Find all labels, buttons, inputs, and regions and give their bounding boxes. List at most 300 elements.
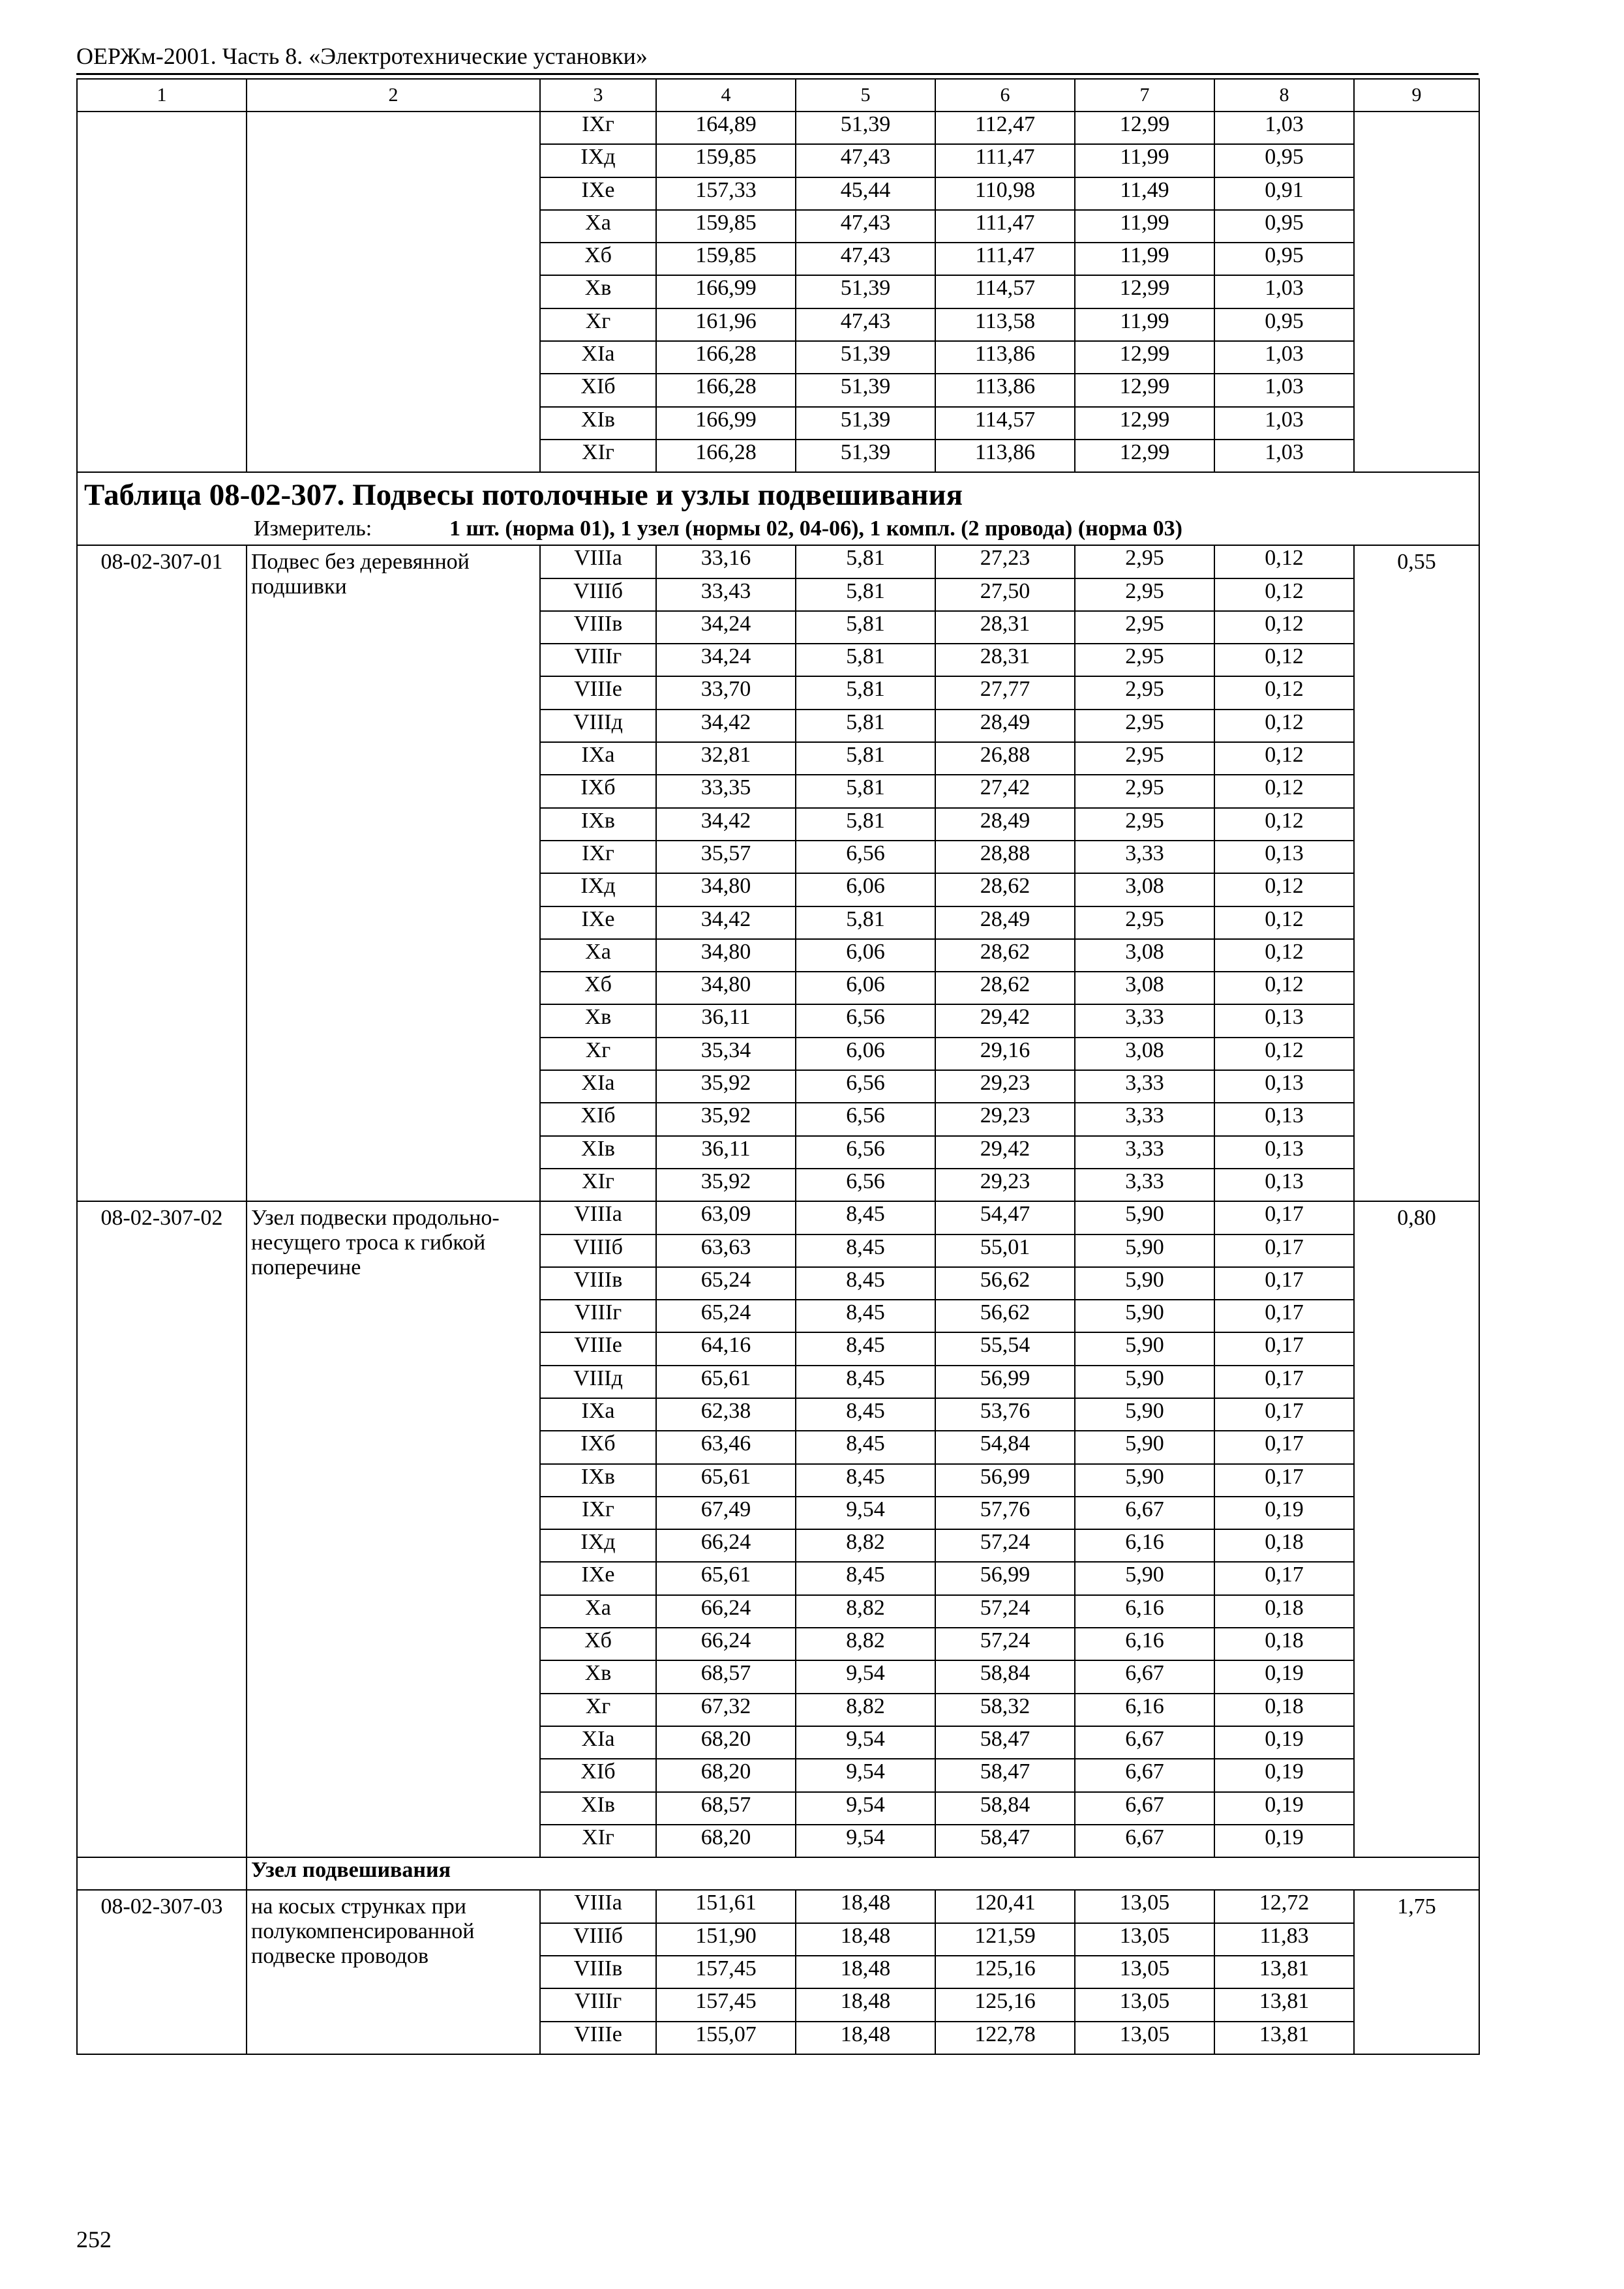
value-cell: 51,39 (796, 407, 935, 440)
value-cell: 6,56 (796, 1169, 935, 1201)
value-cell: 0,12 (1214, 545, 1354, 578)
value-cell: 0,19 (1214, 1497, 1354, 1529)
zone-cell: VIIIв (540, 1956, 656, 1988)
value-cell: 3,33 (1075, 1004, 1214, 1037)
value-cell: 8,45 (796, 1398, 935, 1431)
value-cell: 113,86 (935, 440, 1075, 472)
value-cell: 8,45 (796, 1562, 935, 1594)
table-title-row (77, 472, 1479, 513)
value-cell: 0,12 (1214, 939, 1354, 972)
value-cell: 57,24 (935, 1628, 1075, 1660)
value-cell: 6,06 (796, 1038, 935, 1070)
value-cell: 27,50 (935, 578, 1075, 611)
value-cell: 5,81 (796, 644, 935, 676)
value-cell: 33,43 (656, 578, 796, 611)
table-row (77, 545, 1479, 578)
value-cell: 11,99 (1075, 308, 1214, 341)
value-cell: 0,12 (1214, 578, 1354, 611)
zone-cell: XIв (540, 407, 656, 440)
value-cell: 68,20 (656, 1759, 796, 1791)
value-cell: 0,12 (1214, 775, 1354, 807)
value-cell: 5,81 (796, 676, 935, 709)
value-cell: 51,39 (796, 341, 935, 374)
value-cell: 0,95 (1214, 308, 1354, 341)
value-cell: 6,67 (1075, 1825, 1214, 1857)
zone-cell: XIа (540, 1726, 656, 1759)
norm-col9: 0,55 (1354, 545, 1479, 1201)
value-cell: 66,24 (656, 1529, 796, 1562)
value-cell: 6,06 (796, 873, 935, 906)
value-cell: 8,82 (796, 1628, 935, 1660)
value-cell: 0,13 (1214, 1103, 1354, 1135)
value-cell: 13,81 (1214, 1988, 1354, 2021)
norm-col9: 1,75 (1354, 1890, 1479, 2054)
zone-cell: XIб (540, 1759, 656, 1791)
value-cell: 27,23 (935, 545, 1075, 578)
value-cell: 0,12 (1214, 972, 1354, 1004)
value-cell: 65,61 (656, 1464, 796, 1497)
value-cell: 57,24 (935, 1595, 1075, 1628)
value-cell: 6,16 (1075, 1694, 1214, 1726)
value-cell: 35,92 (656, 1103, 796, 1135)
zone-cell: VIIIг (540, 1300, 656, 1332)
value-cell: 8,45 (796, 1234, 935, 1267)
value-cell: 2,95 (1075, 906, 1214, 939)
value-cell: 6,67 (1075, 1726, 1214, 1759)
value-cell: 9,54 (796, 1660, 935, 1693)
value-cell: 9,54 (796, 1726, 935, 1759)
value-cell: 0,13 (1214, 1136, 1354, 1169)
value-cell: 5,81 (796, 742, 935, 775)
value-cell: 0,95 (1214, 144, 1354, 177)
value-cell: 0,95 (1214, 243, 1354, 275)
zone-cell: VIIIе (540, 2022, 656, 2054)
value-cell: 12,99 (1075, 440, 1214, 472)
value-cell: 54,47 (935, 1201, 1075, 1234)
value-cell: 0,17 (1214, 1464, 1354, 1497)
value-cell: 8,45 (796, 1366, 935, 1398)
value-cell: 56,99 (935, 1562, 1075, 1594)
value-cell: 114,57 (935, 407, 1075, 440)
value-cell: 155,07 (656, 2022, 796, 2054)
value-cell: 6,67 (1075, 1792, 1214, 1825)
value-cell: 3,08 (1075, 1038, 1214, 1070)
value-cell: 13,05 (1075, 2022, 1214, 2054)
zone-cell: VIIIд (540, 710, 656, 742)
value-cell: 18,48 (796, 1923, 935, 1956)
value-cell: 5,90 (1075, 1332, 1214, 1365)
value-cell: 0,19 (1214, 1726, 1354, 1759)
value-cell: 0,18 (1214, 1529, 1354, 1562)
value-cell: 28,49 (935, 710, 1075, 742)
value-cell: 121,59 (935, 1923, 1075, 1956)
value-cell: 0,12 (1214, 676, 1354, 709)
zone-cell: VIIIд (540, 1366, 656, 1398)
norms-table (76, 78, 1480, 2055)
value-cell: 113,58 (935, 308, 1075, 341)
value-cell: 18,48 (796, 1956, 935, 1988)
value-cell: 18,48 (796, 1988, 935, 2021)
value-cell: 5,90 (1075, 1398, 1214, 1431)
value-cell: 8,45 (796, 1431, 935, 1463)
value-cell: 5,90 (1075, 1562, 1214, 1594)
value-cell: 3,08 (1075, 972, 1214, 1004)
value-cell: 3,33 (1075, 1169, 1214, 1201)
zone-cell: IXв (540, 808, 656, 841)
zone-cell: Xв (540, 275, 656, 308)
norm-code: 08-02-307-03 (77, 1890, 247, 2054)
value-cell: 2,95 (1075, 775, 1214, 807)
value-cell: 18,48 (796, 2022, 935, 2054)
value-cell: 0,17 (1214, 1562, 1354, 1594)
value-cell: 47,43 (796, 210, 935, 243)
code-cell (77, 112, 247, 472)
norm-col9: 0,80 (1354, 1201, 1479, 1857)
table-row (77, 112, 1479, 144)
value-cell: 65,24 (656, 1267, 796, 1300)
value-cell: 8,82 (796, 1694, 935, 1726)
value-cell: 6,67 (1075, 1497, 1214, 1529)
value-cell: 29,23 (935, 1103, 1075, 1135)
value-cell: 5,81 (796, 710, 935, 742)
zone-cell: Xг (540, 1694, 656, 1726)
value-cell: 11,83 (1214, 1923, 1354, 1956)
value-cell: 28,62 (935, 939, 1075, 972)
zone-cell: IXб (540, 1431, 656, 1463)
zone-cell: XIа (540, 341, 656, 374)
value-cell: 166,99 (656, 275, 796, 308)
zone-cell: IXе (540, 1562, 656, 1594)
value-cell: 122,78 (935, 2022, 1075, 2054)
value-cell: 8,45 (796, 1332, 935, 1365)
value-cell: 0,19 (1214, 1660, 1354, 1693)
value-cell: 29,23 (935, 1169, 1075, 1201)
value-cell: 0,13 (1214, 841, 1354, 873)
value-cell: 3,33 (1075, 1103, 1214, 1135)
value-cell: 3,33 (1075, 841, 1214, 873)
value-cell: 6,56 (796, 1070, 935, 1103)
zone-cell: IXа (540, 742, 656, 775)
zone-cell: VIIIв (540, 1267, 656, 1300)
column-number: 2 (247, 79, 540, 112)
value-cell: 12,99 (1075, 112, 1214, 144)
value-cell: 68,20 (656, 1726, 796, 1759)
value-cell: 0,12 (1214, 710, 1354, 742)
value-cell: 13,05 (1075, 1988, 1214, 2021)
norm-code: 08-02-307-02 (77, 1201, 247, 1857)
zone-cell: XIб (540, 374, 656, 406)
empty-cell (77, 1857, 247, 1890)
value-cell: 64,16 (656, 1332, 796, 1365)
zone-cell: XIв (540, 1792, 656, 1825)
value-cell: 0,12 (1214, 808, 1354, 841)
value-cell: 28,62 (935, 873, 1075, 906)
value-cell: 9,54 (796, 1792, 935, 1825)
value-cell: 0,17 (1214, 1201, 1354, 1234)
value-cell: 5,90 (1075, 1366, 1214, 1398)
value-cell: 5,90 (1075, 1234, 1214, 1267)
value-cell: 56,99 (935, 1366, 1075, 1398)
value-cell: 6,56 (796, 841, 935, 873)
value-cell: 13,81 (1214, 1956, 1354, 1988)
norm-code: 08-02-307-01 (77, 545, 247, 1201)
value-cell: 11,49 (1075, 177, 1214, 210)
zone-cell: Xб (540, 1628, 656, 1660)
value-cell: 58,47 (935, 1825, 1075, 1857)
value-cell: 113,86 (935, 341, 1075, 374)
value-cell: 1,03 (1214, 112, 1354, 144)
value-cell: 18,48 (796, 1890, 935, 1922)
column-number: 4 (656, 79, 796, 112)
value-cell: 0,12 (1214, 611, 1354, 644)
zone-cell: VIIIе (540, 676, 656, 709)
value-cell: 157,45 (656, 1956, 796, 1988)
value-cell: 151,90 (656, 1923, 796, 1956)
value-cell: 63,46 (656, 1431, 796, 1463)
zone-cell: XIа (540, 1070, 656, 1103)
value-cell: 27,42 (935, 775, 1075, 807)
measure-label: Измеритель: (254, 516, 372, 541)
value-cell: 159,85 (656, 243, 796, 275)
value-cell: 6,06 (796, 939, 935, 972)
value-cell: 5,81 (796, 578, 935, 611)
value-cell: 161,96 (656, 308, 796, 341)
value-cell: 0,17 (1214, 1398, 1354, 1431)
zone-cell: XIг (540, 440, 656, 472)
value-cell: 34,80 (656, 972, 796, 1004)
value-cell: 56,99 (935, 1464, 1075, 1497)
value-cell: 0,18 (1214, 1595, 1354, 1628)
zone-cell: IXд (540, 144, 656, 177)
subsection-row (77, 1857, 1479, 1890)
norm-name: Узел подвески продольно-несущего троса к гибкой поперечине (247, 1201, 540, 1857)
zone-cell: Xб (540, 243, 656, 275)
value-cell: 2,95 (1075, 644, 1214, 676)
value-cell: 0,12 (1214, 644, 1354, 676)
value-cell: 0,13 (1214, 1004, 1354, 1037)
zone-cell: IXг (540, 112, 656, 144)
column-number: 7 (1075, 79, 1214, 112)
value-cell: 53,76 (935, 1398, 1075, 1431)
value-cell: 5,90 (1075, 1267, 1214, 1300)
value-cell: 2,95 (1075, 578, 1214, 611)
value-cell: 1,03 (1214, 440, 1354, 472)
value-cell: 13,81 (1214, 2022, 1354, 2054)
value-cell: 6,67 (1075, 1759, 1214, 1791)
value-cell: 6,56 (796, 1103, 935, 1135)
value-cell: 8,45 (796, 1464, 935, 1497)
value-cell: 26,88 (935, 742, 1075, 775)
value-cell: 1,03 (1214, 407, 1354, 440)
zone-cell: VIIIа (540, 1201, 656, 1234)
value-cell: 12,99 (1075, 341, 1214, 374)
table-row (77, 1890, 1479, 1922)
value-cell: 29,23 (935, 1070, 1075, 1103)
zone-cell: XIб (540, 1103, 656, 1135)
value-cell: 125,16 (935, 1988, 1075, 2021)
value-cell: 0,91 (1214, 177, 1354, 210)
page-number: 252 (76, 2226, 112, 2252)
value-cell: 29,42 (935, 1004, 1075, 1037)
value-cell: 35,92 (656, 1070, 796, 1103)
value-cell: 166,28 (656, 440, 796, 472)
value-cell: 6,56 (796, 1136, 935, 1169)
value-cell: 0,18 (1214, 1694, 1354, 1726)
value-cell: 12,99 (1075, 275, 1214, 308)
value-cell: 28,31 (935, 611, 1075, 644)
column-number: 6 (935, 79, 1075, 112)
value-cell: 112,47 (935, 112, 1075, 144)
value-cell: 1,03 (1214, 374, 1354, 406)
value-cell: 0,19 (1214, 1792, 1354, 1825)
value-cell: 8,45 (796, 1201, 935, 1234)
value-cell: 58,84 (935, 1660, 1075, 1693)
value-cell: 5,81 (796, 545, 935, 578)
value-cell: 67,32 (656, 1694, 796, 1726)
zone-cell: IXг (540, 841, 656, 873)
value-cell: 56,62 (935, 1300, 1075, 1332)
value-cell: 12,99 (1075, 407, 1214, 440)
value-cell: 55,54 (935, 1332, 1075, 1365)
value-cell: 58,84 (935, 1792, 1075, 1825)
value-cell: 0,12 (1214, 906, 1354, 939)
value-cell: 68,57 (656, 1792, 796, 1825)
value-cell: 34,42 (656, 808, 796, 841)
zone-cell: VIIIб (540, 1923, 656, 1956)
value-cell: 3,08 (1075, 939, 1214, 972)
column-number: 8 (1214, 79, 1354, 112)
value-cell: 6,06 (796, 972, 935, 1004)
value-cell: 34,42 (656, 710, 796, 742)
value-cell: 36,11 (656, 1004, 796, 1037)
zone-cell: IXб (540, 775, 656, 807)
zone-cell: IXд (540, 1529, 656, 1562)
col9-cell (1354, 112, 1479, 472)
value-cell: 0,12 (1214, 742, 1354, 775)
document-header: ОЕРЖм-2001. Часть 8. «Электротехнические установки» (76, 40, 1479, 75)
value-cell: 12,99 (1075, 374, 1214, 406)
zone-cell: VIIIе (540, 1332, 656, 1365)
norm-name: на косых струнках при полукомпенсированной подвеске проводов (247, 1890, 540, 2054)
zone-cell: IXд (540, 873, 656, 906)
value-cell: 34,24 (656, 611, 796, 644)
zone-cell: Xб (540, 972, 656, 1004)
zone-cell: Xг (540, 308, 656, 341)
value-cell: 58,47 (935, 1759, 1075, 1791)
value-cell: 166,28 (656, 341, 796, 374)
value-cell: 166,99 (656, 407, 796, 440)
value-cell: 0,19 (1214, 1825, 1354, 1857)
zone-cell: Xв (540, 1004, 656, 1037)
value-cell: 120,41 (935, 1890, 1075, 1922)
value-cell: 28,88 (935, 841, 1075, 873)
value-cell: 6,16 (1075, 1595, 1214, 1628)
value-cell: 114,57 (935, 275, 1075, 308)
value-cell: 5,90 (1075, 1201, 1214, 1234)
value-cell: 0,95 (1214, 210, 1354, 243)
value-cell: 2,95 (1075, 808, 1214, 841)
zone-cell: VIIIг (540, 1988, 656, 2021)
zone-cell: VIIIв (540, 611, 656, 644)
value-cell: 28,62 (935, 972, 1075, 1004)
value-cell: 51,39 (796, 374, 935, 406)
value-cell: 65,61 (656, 1562, 796, 1594)
value-cell: 8,45 (796, 1300, 935, 1332)
value-cell: 66,24 (656, 1628, 796, 1660)
value-cell: 0,12 (1214, 1038, 1354, 1070)
value-cell: 13,05 (1075, 1923, 1214, 1956)
value-cell: 0,13 (1214, 1169, 1354, 1201)
value-cell: 28,49 (935, 808, 1075, 841)
value-cell: 0,19 (1214, 1759, 1354, 1791)
value-cell: 111,47 (935, 144, 1075, 177)
value-cell: 45,44 (796, 177, 935, 210)
value-cell: 65,24 (656, 1300, 796, 1332)
zone-cell: IXе (540, 906, 656, 939)
value-cell: 12,72 (1214, 1890, 1354, 1922)
zone-cell: VIIIа (540, 1890, 656, 1922)
value-cell: 3,33 (1075, 1136, 1214, 1169)
value-cell: 51,39 (796, 275, 935, 308)
zone-cell: Xг (540, 1038, 656, 1070)
value-cell: 5,81 (796, 906, 935, 939)
value-cell: 65,61 (656, 1366, 796, 1398)
value-cell: 8,82 (796, 1529, 935, 1562)
value-cell: 34,80 (656, 939, 796, 972)
value-cell: 13,05 (1075, 1890, 1214, 1922)
value-cell: 0,17 (1214, 1267, 1354, 1300)
value-cell: 0,17 (1214, 1366, 1354, 1398)
value-cell: 1,03 (1214, 341, 1354, 374)
value-cell: 0,17 (1214, 1431, 1354, 1463)
value-cell: 68,20 (656, 1825, 796, 1857)
measure-cell (77, 513, 1479, 545)
value-cell: 33,35 (656, 775, 796, 807)
value-cell: 2,95 (1075, 545, 1214, 578)
value-cell: 55,01 (935, 1234, 1075, 1267)
value-cell: 35,92 (656, 1169, 796, 1201)
name-cell (247, 112, 540, 472)
zone-cell: Xа (540, 210, 656, 243)
zone-cell: XIг (540, 1825, 656, 1857)
zone-cell: VIIIа (540, 545, 656, 578)
value-cell: 8,45 (796, 1267, 935, 1300)
value-cell: 11,99 (1075, 210, 1214, 243)
column-number-row (77, 79, 1479, 112)
value-cell: 5,90 (1075, 1431, 1214, 1463)
value-cell: 110,98 (935, 177, 1075, 210)
value-cell: 58,32 (935, 1694, 1075, 1726)
value-cell: 1,03 (1214, 275, 1354, 308)
value-cell: 0,17 (1214, 1300, 1354, 1332)
norm-name: Подвес без деревянной подшивки (247, 545, 540, 1201)
zone-cell: IXе (540, 177, 656, 210)
zone-cell: IXв (540, 1464, 656, 1497)
value-cell: 9,54 (796, 1825, 935, 1857)
zone-cell: Xа (540, 1595, 656, 1628)
value-cell: 113,86 (935, 374, 1075, 406)
value-cell: 3,08 (1075, 873, 1214, 906)
value-cell: 0,17 (1214, 1234, 1354, 1267)
value-cell: 56,62 (935, 1267, 1075, 1300)
table-row (77, 1201, 1479, 1234)
value-cell: 68,57 (656, 1660, 796, 1693)
value-cell: 57,24 (935, 1529, 1075, 1562)
value-cell: 34,24 (656, 644, 796, 676)
value-cell: 66,24 (656, 1595, 796, 1628)
column-number: 1 (77, 79, 247, 112)
value-cell: 33,70 (656, 676, 796, 709)
